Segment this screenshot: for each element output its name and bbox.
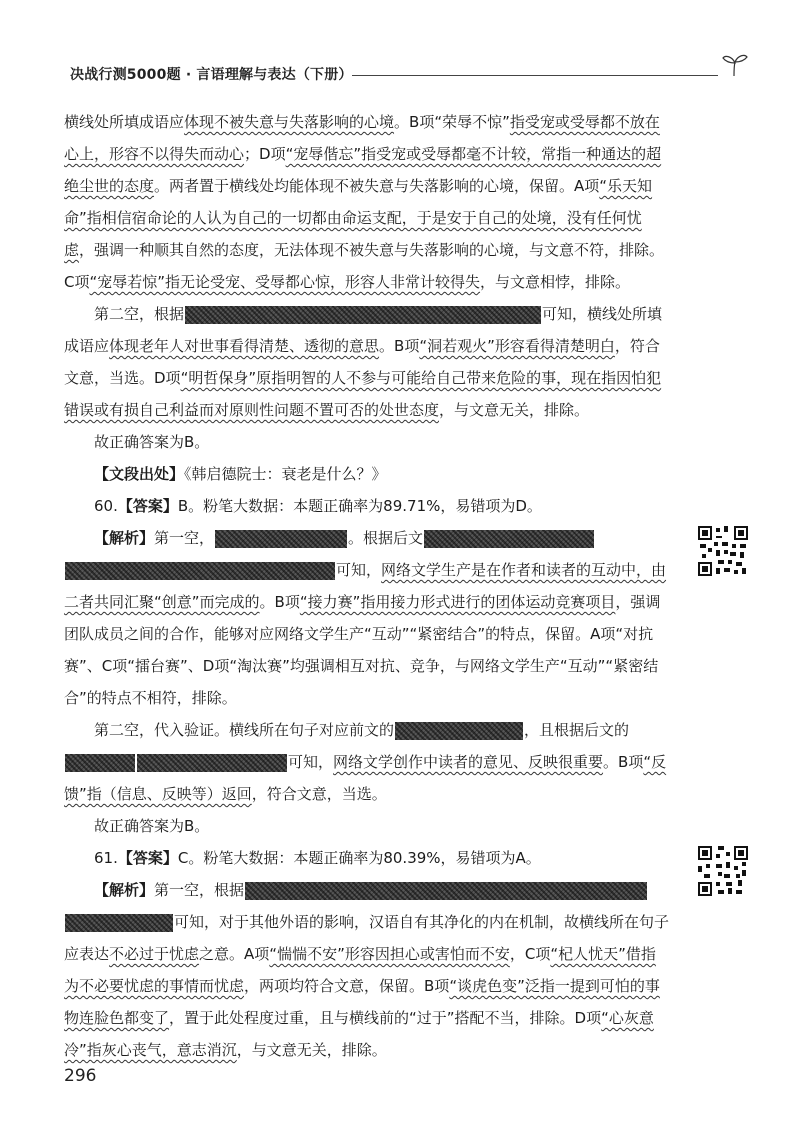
underlined-phrase: 体现不被失意与失落影响的心境 [184, 113, 395, 131]
source-line [64, 458, 670, 490]
question-60-conclusion: 故正确答案为B。 [94, 817, 210, 835]
text-run: 可知，对于其他外语的影响，汉语自有其净化的内在机制，故横线所在句子应表达 [64, 913, 670, 963]
text-run: 可知， [336, 561, 382, 579]
text-run: 之意。A项 [199, 945, 270, 963]
text-run: 。B项 [259, 593, 300, 611]
answer-label: 【答案】 [117, 497, 178, 515]
running-header [70, 62, 750, 86]
redacted-text [65, 562, 335, 580]
sprout-leaf-icon [720, 50, 750, 80]
question-60-answer [64, 490, 670, 522]
header-title: 决战行测5000题 · 言语理解与表达（下册） [70, 67, 353, 83]
redacted-text [185, 306, 541, 324]
text-run: ，置于此处程度过重，且与横线前的“过于”搭配不当，排除。D项 [169, 1009, 602, 1027]
redacted-text [424, 530, 594, 548]
text-run: ，与文意相悖，排除。 [480, 273, 631, 291]
underlined-phrase: “洞若观火”形容看得清楚明白 [419, 337, 615, 355]
redacted-text [215, 530, 347, 548]
answer-text: C。粉笔大数据：本题正确率为80.39%，易错项为A。 [177, 849, 541, 867]
analysis-label: 【解析】 [94, 881, 155, 899]
question-61-answer [64, 842, 670, 874]
text-run: 可知，横线处所填成语应 [64, 305, 663, 355]
page-number: 296 [64, 1066, 97, 1086]
underlined-phrase: “宠辱若惊”指无论受宠、受辱都心惊，形容人非常计较得失 [89, 273, 481, 291]
underlined-phrase: “明哲保身”原指明智的人不参与可能给自己带来危险的事，现在指因怕犯错误或有损自己利益而对原则性问题不置可否的处世态度 [64, 369, 662, 419]
text-run: ，强调一种顺其自然的态度，无法体现不被失意与失落影响的心境，与文意不符，排除。C项 [64, 241, 665, 291]
text-run: 第二空，代入验证。横线所在句子对应前文的 [94, 721, 395, 739]
underlined-phrase: 网络文学创作中读者的意见、反映很重要 [333, 753, 604, 771]
text-run: 。B项 [379, 337, 420, 355]
underlined-phrase: “宠辱偕忘”指受宠或受辱都毫不计较，常指一种通达的超绝尘世的态度 [64, 145, 662, 195]
redacted-text [245, 882, 647, 900]
text-run: ，与文意无关，排除。 [439, 401, 590, 419]
redacted-text [395, 722, 523, 740]
text-run: ；D项 [244, 145, 286, 163]
explanation-content [64, 106, 670, 1066]
underlined-phrase: 不必过于忧虑 [109, 945, 200, 963]
text-run: ，强调团队成员之间的合作，能够对应网络文学生产“互动”“紧密结合”的特点，保留。A项“对抗赛”、C项“擂台赛”、D项“淘汰赛”均强调相互对抗、竞争，与网络文学生产“互动”“紧密结合”的特点不相符，排除。 [64, 593, 661, 707]
text-run: 第二空，根据 [94, 305, 185, 323]
redacted-text [137, 754, 287, 772]
underlined-phrase: 体现老年人对世事看得清楚、透彻的意思 [109, 337, 380, 355]
answer-label: 【答案】 [117, 849, 178, 867]
underlined-phrase: “乐天知命”指相信宿命论的人认为自己的一切都由命运支配，于是安于自己的处境，没有任何忧虑 [64, 177, 653, 259]
underlined-phrase: “谈虎色变”泛指一提到可怕的事物连脸色都变了 [64, 977, 660, 1027]
text-run: 可知， [288, 753, 334, 771]
answer-text: B。粉笔大数据：本题正确率为89.71%，易错项为D。 [177, 497, 542, 515]
text-run: 。B项“荣辱不惊” [394, 113, 510, 131]
text-run: ，符合文意，当选。 [251, 785, 387, 803]
text-run: 。B项 [603, 753, 644, 771]
redacted-text [65, 754, 135, 772]
qr-code-icon[interactable] [698, 526, 748, 576]
source-title: 《韩启德院士：衰老是什么？》 [184, 465, 387, 483]
paragraph-first-blank-analysis [64, 106, 670, 298]
question-61-analysis [64, 874, 670, 1066]
text-run: ，C项 [509, 945, 551, 963]
paragraph-answer-conclusion: 故正确答案为B。 [94, 433, 210, 451]
text-run: ，且根据后文的 [524, 721, 630, 739]
paragraph-second-blank-analysis [64, 298, 670, 426]
text-run: 横线处所填成语应 [64, 113, 185, 131]
text-run: ，两项均符合文意，保留。B项 [244, 977, 450, 995]
question-number: 60. [94, 497, 118, 515]
underlined-phrase: “心灰意冷”指灰心丧气，意志消沉 [64, 1009, 654, 1059]
analysis-label: 【解析】 [94, 529, 155, 547]
underlined-phrase: “接力赛”指用接力形式进行的团体运动竞赛项目 [299, 593, 616, 611]
underlined-phrase: “惴惴不安”形容因担心或害怕而不安 [269, 945, 510, 963]
text-run: 。根据后文 [348, 529, 424, 547]
question-60-analysis [64, 522, 670, 714]
redacted-text [65, 914, 173, 932]
text-run: 第一空，根据 [154, 881, 245, 899]
underlined-phrase: “杞人忧天”借指为不必要忧虑的事情而忧虑 [64, 945, 656, 995]
underlined-phrase: 网络文学生产是在作者和读者的互动中，由二者共同汇聚“创意”而完成的 [64, 561, 667, 611]
text-run: ，符合文意，当选。D项 [64, 337, 660, 387]
text-run: 。两者置于横线处均能体现不被失意与失落影响的心境，保留。A项 [154, 177, 600, 195]
underlined-phrase: 指受宠或受辱都不放在心上，形容不以得失而动心 [64, 113, 660, 163]
question-60-second-blank [64, 714, 670, 810]
question-number: 61. [94, 849, 118, 867]
header-rule [352, 75, 718, 76]
qr-code-icon[interactable] [698, 846, 748, 896]
source-label: 【文段出处】 [94, 465, 185, 483]
text-run: ，与文意无关，排除。 [236, 1041, 387, 1059]
underlined-phrase: “反馈”指（信息、反映等）返回 [64, 753, 667, 803]
text-run: 第一空， [154, 529, 215, 547]
